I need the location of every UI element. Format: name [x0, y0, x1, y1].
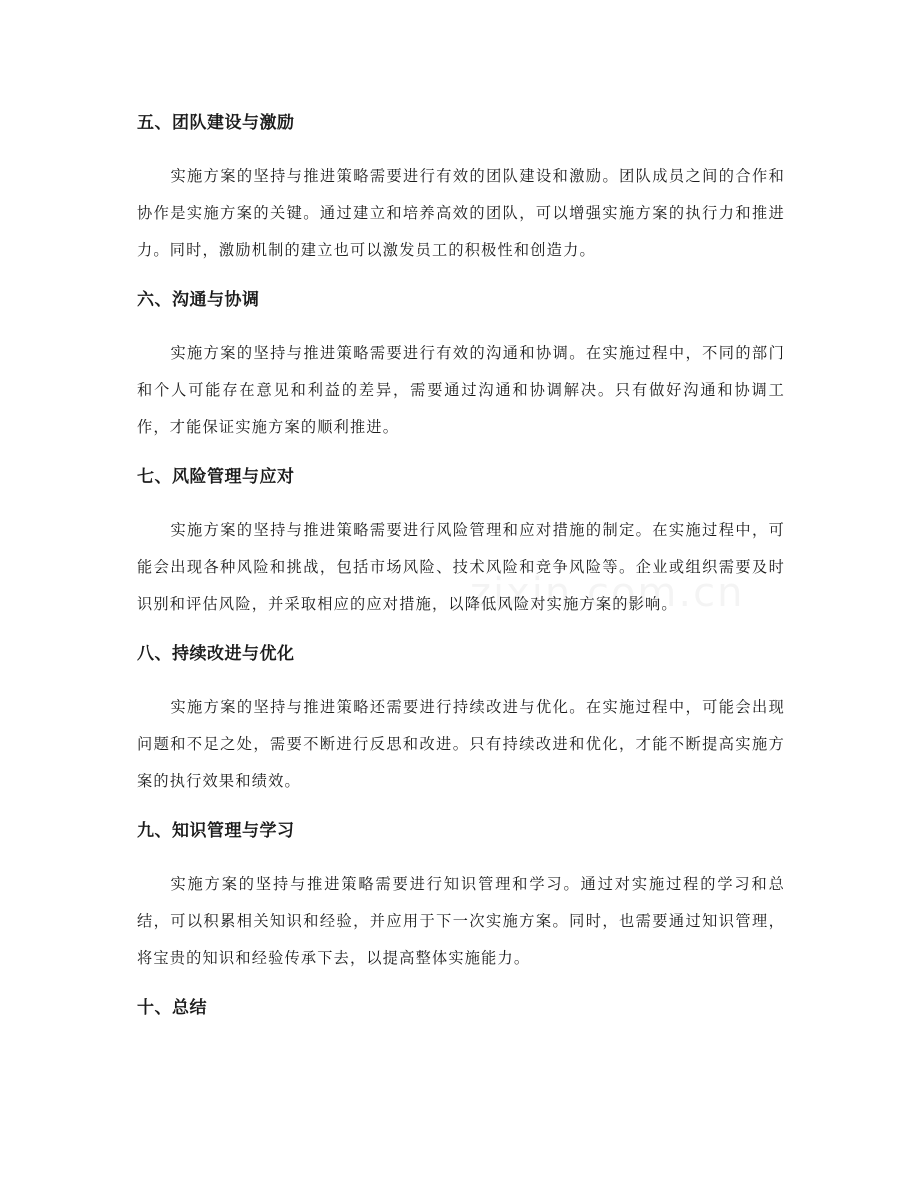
section-body-8: 实施方案的坚持与推进策略还需要进行持续改进与优化。在实施过程中，可能会出现问题和不足之处，需要不断进行反思和改进。只有持续改进和优化，才能不断提高实施方案的执行效果和绩效。	[137, 698, 785, 790]
section-heading-9: 九、知识管理与学习	[137, 821, 295, 841]
section-heading-7: 七、风险管理与应对	[137, 467, 295, 487]
section-body-5: 实施方案的坚持与推进策略需要进行有效的团队建设和激励。团队成员之间的合作和协作是实施方案的关键。通过建立和培养高效的团队，可以增强实施方案的执行力和推进力。同时，激励机制的建立也可以激发员工的积极性和创造力。	[137, 167, 785, 259]
section-heading-10: 十、总结	[137, 998, 207, 1018]
section-body-9: 实施方案的坚持与推进策略需要进行知识管理和学习。通过对实施过程的学习和总结，可以积累相关知识和经验，并应用于下一次实施方案。同时，也需要通过知识管理，将宝贵的知识和经验传承下去，以提高整体实施能力。	[137, 875, 785, 967]
section-heading-5: 五、团队建设与激励	[137, 113, 295, 133]
watermark-logo	[470, 570, 744, 616]
section-body-6: 实施方案的坚持与推进策略需要进行有效的沟通和协调。在实施过程中，不同的部门和个人可能存在意见和利益的差异，需要通过沟通和协调解决。只有做好沟通和协调工作，才能保证实施方案的顺利推进。	[137, 344, 785, 436]
section-heading-6: 六、沟通与协调	[137, 290, 260, 310]
document-content	[137, 106, 785, 1025]
section-heading-8: 八、持续改进与优化	[137, 644, 295, 664]
section-body-7: 实施方案的坚持与推进策略需要进行风险管理和应对措施的制定。在实施过程中，可能会出现各种风险和挑战，包括市场风险、技术风险和竞争风险等。企业或组织需要及时识别和评估风险，并采取相应的应对措施，以降低风险对实施方案的影响。	[137, 521, 785, 613]
